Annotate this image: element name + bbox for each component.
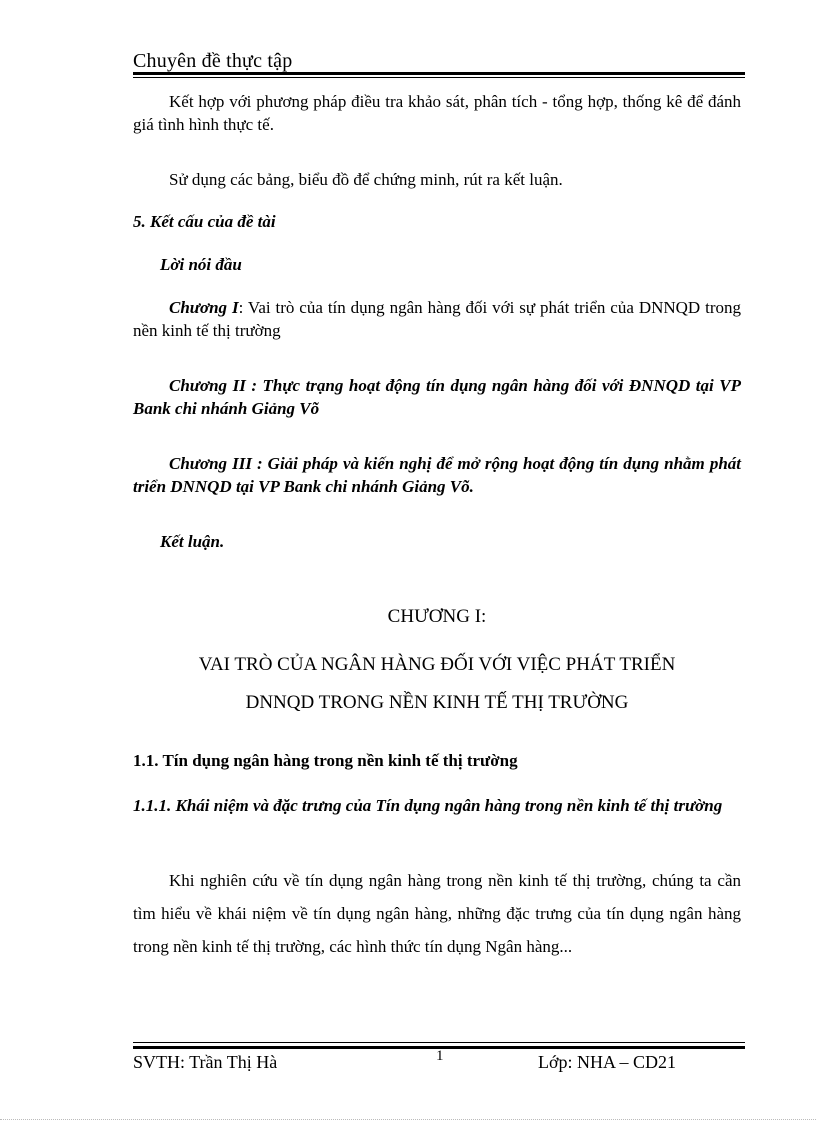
chapter1-item <box>133 296 741 342</box>
chapter-title-line1: VAI TRÒ CỦA NGÂN HÀNG ĐỐI VỚI VIỆC PHÁT TRIỂN <box>198 654 676 675</box>
chapter1-text: : Vai trò của tín dụng ngân hàng đối với sự phát triển của DNNQD trong nền kinh tế thị trường <box>133 298 741 340</box>
page-bottom-divider <box>0 1119 816 1120</box>
section-heading-1-1: 1.1. Tín dụng ngân hàng trong nền kinh tế thị trường <box>133 751 518 770</box>
intro-paragraph-1: Kết hợp với phương pháp điều tra khảo sát, phân tích - tổng hợp, thống kê để đánh giá tình hình thực tế. <box>133 92 741 134</box>
conclusion-item: Kết luận. <box>160 532 225 551</box>
chapter2-item: Chương II : Thực trạng hoạt động tín dụng ngân hàng đối với ĐNNQD tại VP Bank chi nhánh Giảng Võ <box>133 376 741 418</box>
preface-item: Lời nói đầu <box>160 255 242 274</box>
body-paragraph: Khi nghiên cứu về tín dụng ngân hàng trong nền kinh tế thị trường, chúng ta cần tìm hiểu về khái niệm về tín dụng ngân hàng, những đặc trưng của tín dụng ngân hàng trong nền kinh tế thị trường, các hình thức tín dụng Ngân hàng... <box>133 871 741 956</box>
chapter-title-line2: DNNQD TRONG NỀN KINH TẾ THỊ TRƯỜNG <box>245 692 629 713</box>
chapter3-item: Chương III : Giải pháp và kiến nghị để mở rộng hoạt động tín dụng nhằm phát triển DNNQD tại VP Bank chi nhánh Giảng Võ. <box>133 454 741 496</box>
footer-rule-thin <box>133 1042 745 1043</box>
header-rule-thick <box>133 72 745 75</box>
footer-student: SVTH: Trần Thị Hà <box>133 1052 278 1072</box>
chapter1-label: Chương I <box>169 298 239 317</box>
intro-paragraph-2: Sử dụng các bảng, biểu đồ để chứng minh, rút ra kết luận. <box>169 170 563 189</box>
header-rule-thin <box>133 77 745 78</box>
running-header: Chuyên đề thực tập <box>133 50 293 72</box>
chapter-number: CHƯƠNG I: <box>387 606 487 627</box>
structure-heading: 5. Kết cấu của đề tài <box>133 212 276 231</box>
section-heading-1-1-1: 1.1.1. Khái niệm và đặc trưng của Tín dụng ngân hàng trong nền kinh tế thị trường <box>133 796 723 815</box>
footer-class: Lớp: NHA – CD21 <box>538 1052 677 1072</box>
page-number: 1 <box>436 1048 444 1064</box>
